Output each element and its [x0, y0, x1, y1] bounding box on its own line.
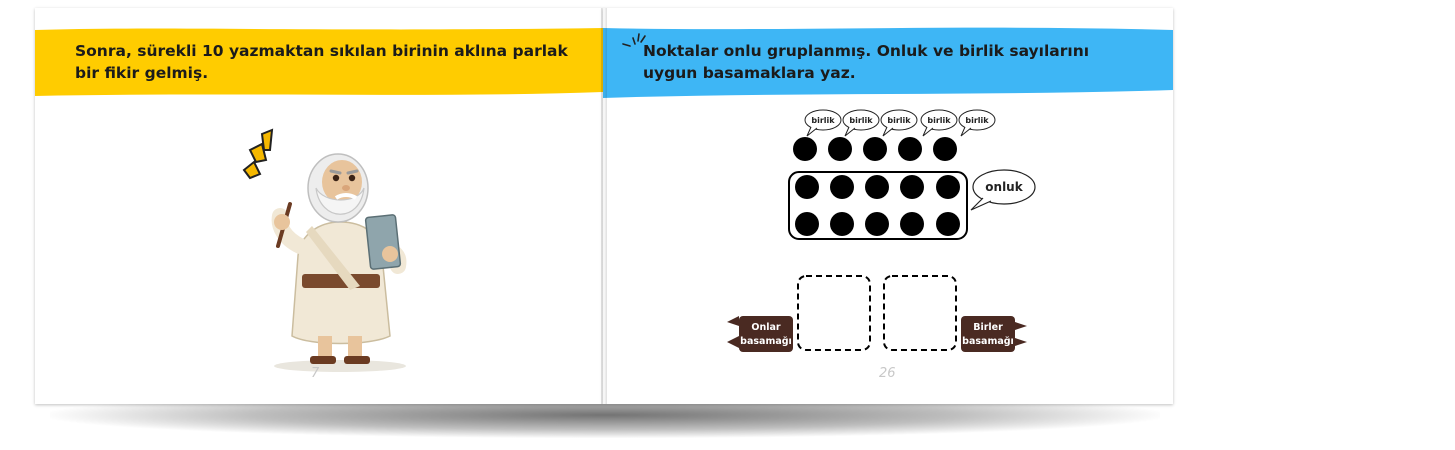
dot: [900, 212, 924, 236]
ones-answer-box: [884, 276, 956, 350]
svg-text:Onlar: Onlar: [751, 322, 781, 333]
birlik-label: birlik: [927, 116, 951, 125]
svg-text:basamağı: basamağı: [740, 336, 792, 347]
dot: [898, 137, 922, 161]
dot: [865, 175, 889, 199]
birlik-label: birlik: [965, 116, 989, 125]
left-page-number: 7: [311, 366, 320, 381]
birlik-bubble: [881, 110, 917, 136]
dot: [900, 175, 924, 199]
dot: [863, 137, 887, 161]
tens-ones-exercise: [603, 8, 1173, 404]
loose-dots: [793, 137, 957, 161]
tens-place-label: [727, 316, 793, 352]
svg-text:basamağı: basamağı: [962, 336, 1014, 347]
dot: [830, 212, 854, 236]
left-banner-text: Sonra, sürekli 10 yazmaktan sıkılan birinin aklına parlak bir fikir gelmiş.: [75, 42, 568, 82]
dot: [936, 212, 960, 236]
birlik-bubble: [843, 110, 879, 136]
dot: [865, 212, 889, 236]
dot: [795, 175, 819, 199]
dot: [933, 137, 957, 161]
svg-text:Birler: Birler: [973, 322, 1003, 333]
birlik-bubble: [959, 110, 995, 136]
birlik-label: birlik: [887, 116, 911, 125]
birlik-label: birlik: [849, 116, 873, 125]
onluk-bubble: [971, 170, 1035, 210]
dot: [795, 212, 819, 236]
left-page: [35, 8, 603, 404]
book-spine: [601, 8, 607, 404]
birlik-bubbles: [805, 110, 995, 136]
right-page: [603, 8, 1173, 404]
dot: [830, 175, 854, 199]
ones-place-label: [961, 316, 1027, 352]
left-banner: [35, 26, 603, 98]
right-banner-text: Noktalar onlu gruplanmış. Onluk ve birlik sayılarını uygun basamaklara yaz.: [643, 42, 1090, 82]
dot: [828, 137, 852, 161]
tens-answer-box: [798, 276, 870, 350]
birlik-bubble: [921, 110, 957, 136]
dot: [793, 137, 817, 161]
exclamation-icon: [244, 130, 272, 178]
open-book: [35, 8, 1173, 404]
birlik-label: birlik: [811, 116, 835, 125]
old-man-illustration: [240, 126, 430, 376]
onluk-label: onluk: [985, 180, 1023, 194]
dot: [936, 175, 960, 199]
birlik-bubble: [805, 110, 841, 136]
right-page-number: 26: [879, 366, 896, 381]
